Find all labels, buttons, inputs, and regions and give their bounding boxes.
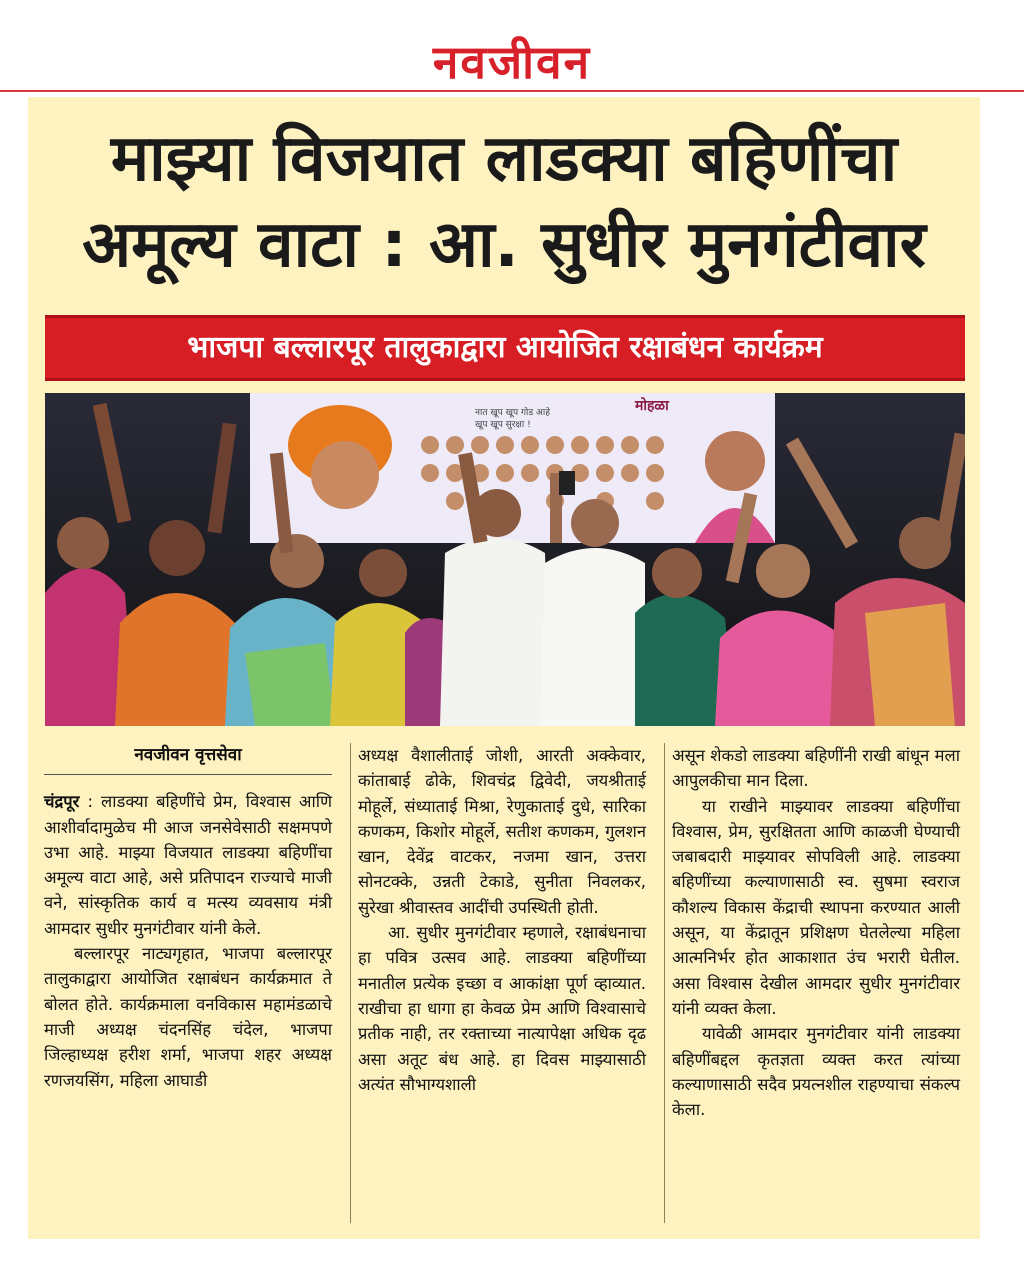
byline: नवजीवन वृत्तसेवा bbox=[44, 743, 332, 775]
event-photo bbox=[45, 393, 965, 726]
headline-line-2: अमूल्य वाटा : आ. सुधीर मुनगंटीवार bbox=[82, 208, 926, 282]
paragraph-3: अध्यक्ष वैशालीताई जोशी, आरती अक्केवार, कांताबाई ढोके, शिवचंद्र द्विवेदी, जयश्रीताई मोहूर्ले, संध्याताई मिश्रा, रेणुकाताई दुधे, सारिका कणकम, किशोर मोहूर्ले, सतीश कणकम, गुलशन खान, देवेंद्र वाटकर, नजमा खान, उत्तरा सोनटक्के, उन्नती टेकाडे, सुनीता निवलकर, सुरेखा श्रीवास्तव आदींची उपस्थिती होती. bbox=[358, 746, 646, 917]
article-column-3 bbox=[672, 743, 960, 1122]
subheadline-banner bbox=[45, 315, 965, 381]
masthead bbox=[0, 0, 1024, 92]
paragraph-7: यावेळी आमदार मुनगंटीवार यांनी लाडक्या बहिणींबद्दल कृतज्ञता व्यक्त करत त्यांच्या कल्याणासाठी सदैव प्रयत्नशील राहण्याचा संकल्प केला. bbox=[672, 1024, 960, 1120]
backdrop-line-1: नात खूप खूप गोड आहे bbox=[475, 408, 551, 418]
article-column-2 bbox=[358, 743, 646, 1097]
paragraph-2: बल्लारपूर नाट्यगृहात, भाजपा बल्लारपूर तालुकाद्वारा आयोजित रक्षाबंधन कार्यक्रमात ते बोलत होते. कार्यक्रमाला वनविकास महामंडळाचे माजी अध्यक्ष चंदनसिंह चंदेल, भाजपा जिल्हाध्यक्ष हरीश शर्मा, भाजपा शहर अध्यक्ष रणजयसिंग, महिला आघाडी bbox=[44, 944, 332, 1090]
news-article bbox=[28, 97, 980, 1239]
column-divider-2 bbox=[664, 743, 665, 1223]
dateline: चंद्रपूर bbox=[44, 792, 80, 812]
column-divider-1 bbox=[350, 743, 351, 1223]
paragraph-1 bbox=[44, 789, 332, 941]
event-photo-illustration bbox=[45, 393, 965, 726]
man-in-white-2 bbox=[540, 548, 645, 726]
paragraph-1-text: : लाडक्या बहिणींचे प्रेम, विश्वास आणि आशीर्वादामुळेच मी आज जनसेवेसाठी सक्षमपणे उभा आहे. माझ्या विजयात लाडक्या बहिणींचा अमूल्य वाटा आहे, असे प्रतिपादन राज्याचे माजी वने, सांस्कृतिक कार्य व मत्स्य व्यवसाय मंत्री आमदार सुधीर मुनगंटीवार यांनी केले. bbox=[44, 792, 332, 938]
subheadline-text: भाजपा बल्लारपूर तालुकाद्वारा आयोजित रक्षाबंधन कार्यक्रम bbox=[187, 330, 823, 365]
paragraph-4: आ. सुधीर मुनगंटीवार म्हणाले, रक्षाबंधनाचा हा पवित्र उत्सव आहे. लाडक्या बहिणींच्या मनातील प्रत्येक इच्छा व आकांक्षा पूर्ण व्हाव्यात. राखीचा हा धागा हा केवळ प्रेम आणि विश्वासाचे प्रतीक नाही, तर रक्ताच्या नात्यापेक्षा अधिक दृढ असा अतूट बंध आहे. हा दिवस माझ्यासाठी अत्यंत सौभाग्यशाली bbox=[358, 923, 646, 1094]
masthead-rule bbox=[0, 90, 1024, 92]
backdrop-line-2: खूप खूप सुरक्षा ! bbox=[475, 420, 531, 430]
backdrop-title: मोहळा bbox=[635, 398, 669, 414]
paragraph-5: असून शेकडो लाडक्या बहिणींनी राखी बांधून मला आपुलकीचा मान दिला. bbox=[672, 746, 960, 791]
paragraph-6: या राखीने माझ्यावर लाडक्या बहिणींचा विश्वास, प्रेम, सुरक्षितता आणि काळजी घेण्याची जबाबदारी माझ्यावर सोपविली आहे. लाडक्या बहिणींच्या कल्याणासाठी स्व. सुषमा स्वराज कौशल्य विकास केंद्राची स्थापना करण्यात आली असून, या केंद्रातून प्रशिक्षण घेतलेल्या महिला आत्मनिर्भर होत आकाशात उंच भरारी घेतील. असा विश्वास देखील आमदार सुधीर मुनगंटीवार यांनी व्यक्त केला. bbox=[672, 796, 960, 1018]
newspaper-logo: नवजीवन bbox=[432, 35, 592, 89]
article-column-1 bbox=[44, 743, 332, 1093]
headline-line-1: माझ्या विजयात लाडक्या बहिणींचा bbox=[110, 122, 898, 196]
man-in-white-1 bbox=[440, 538, 550, 726]
